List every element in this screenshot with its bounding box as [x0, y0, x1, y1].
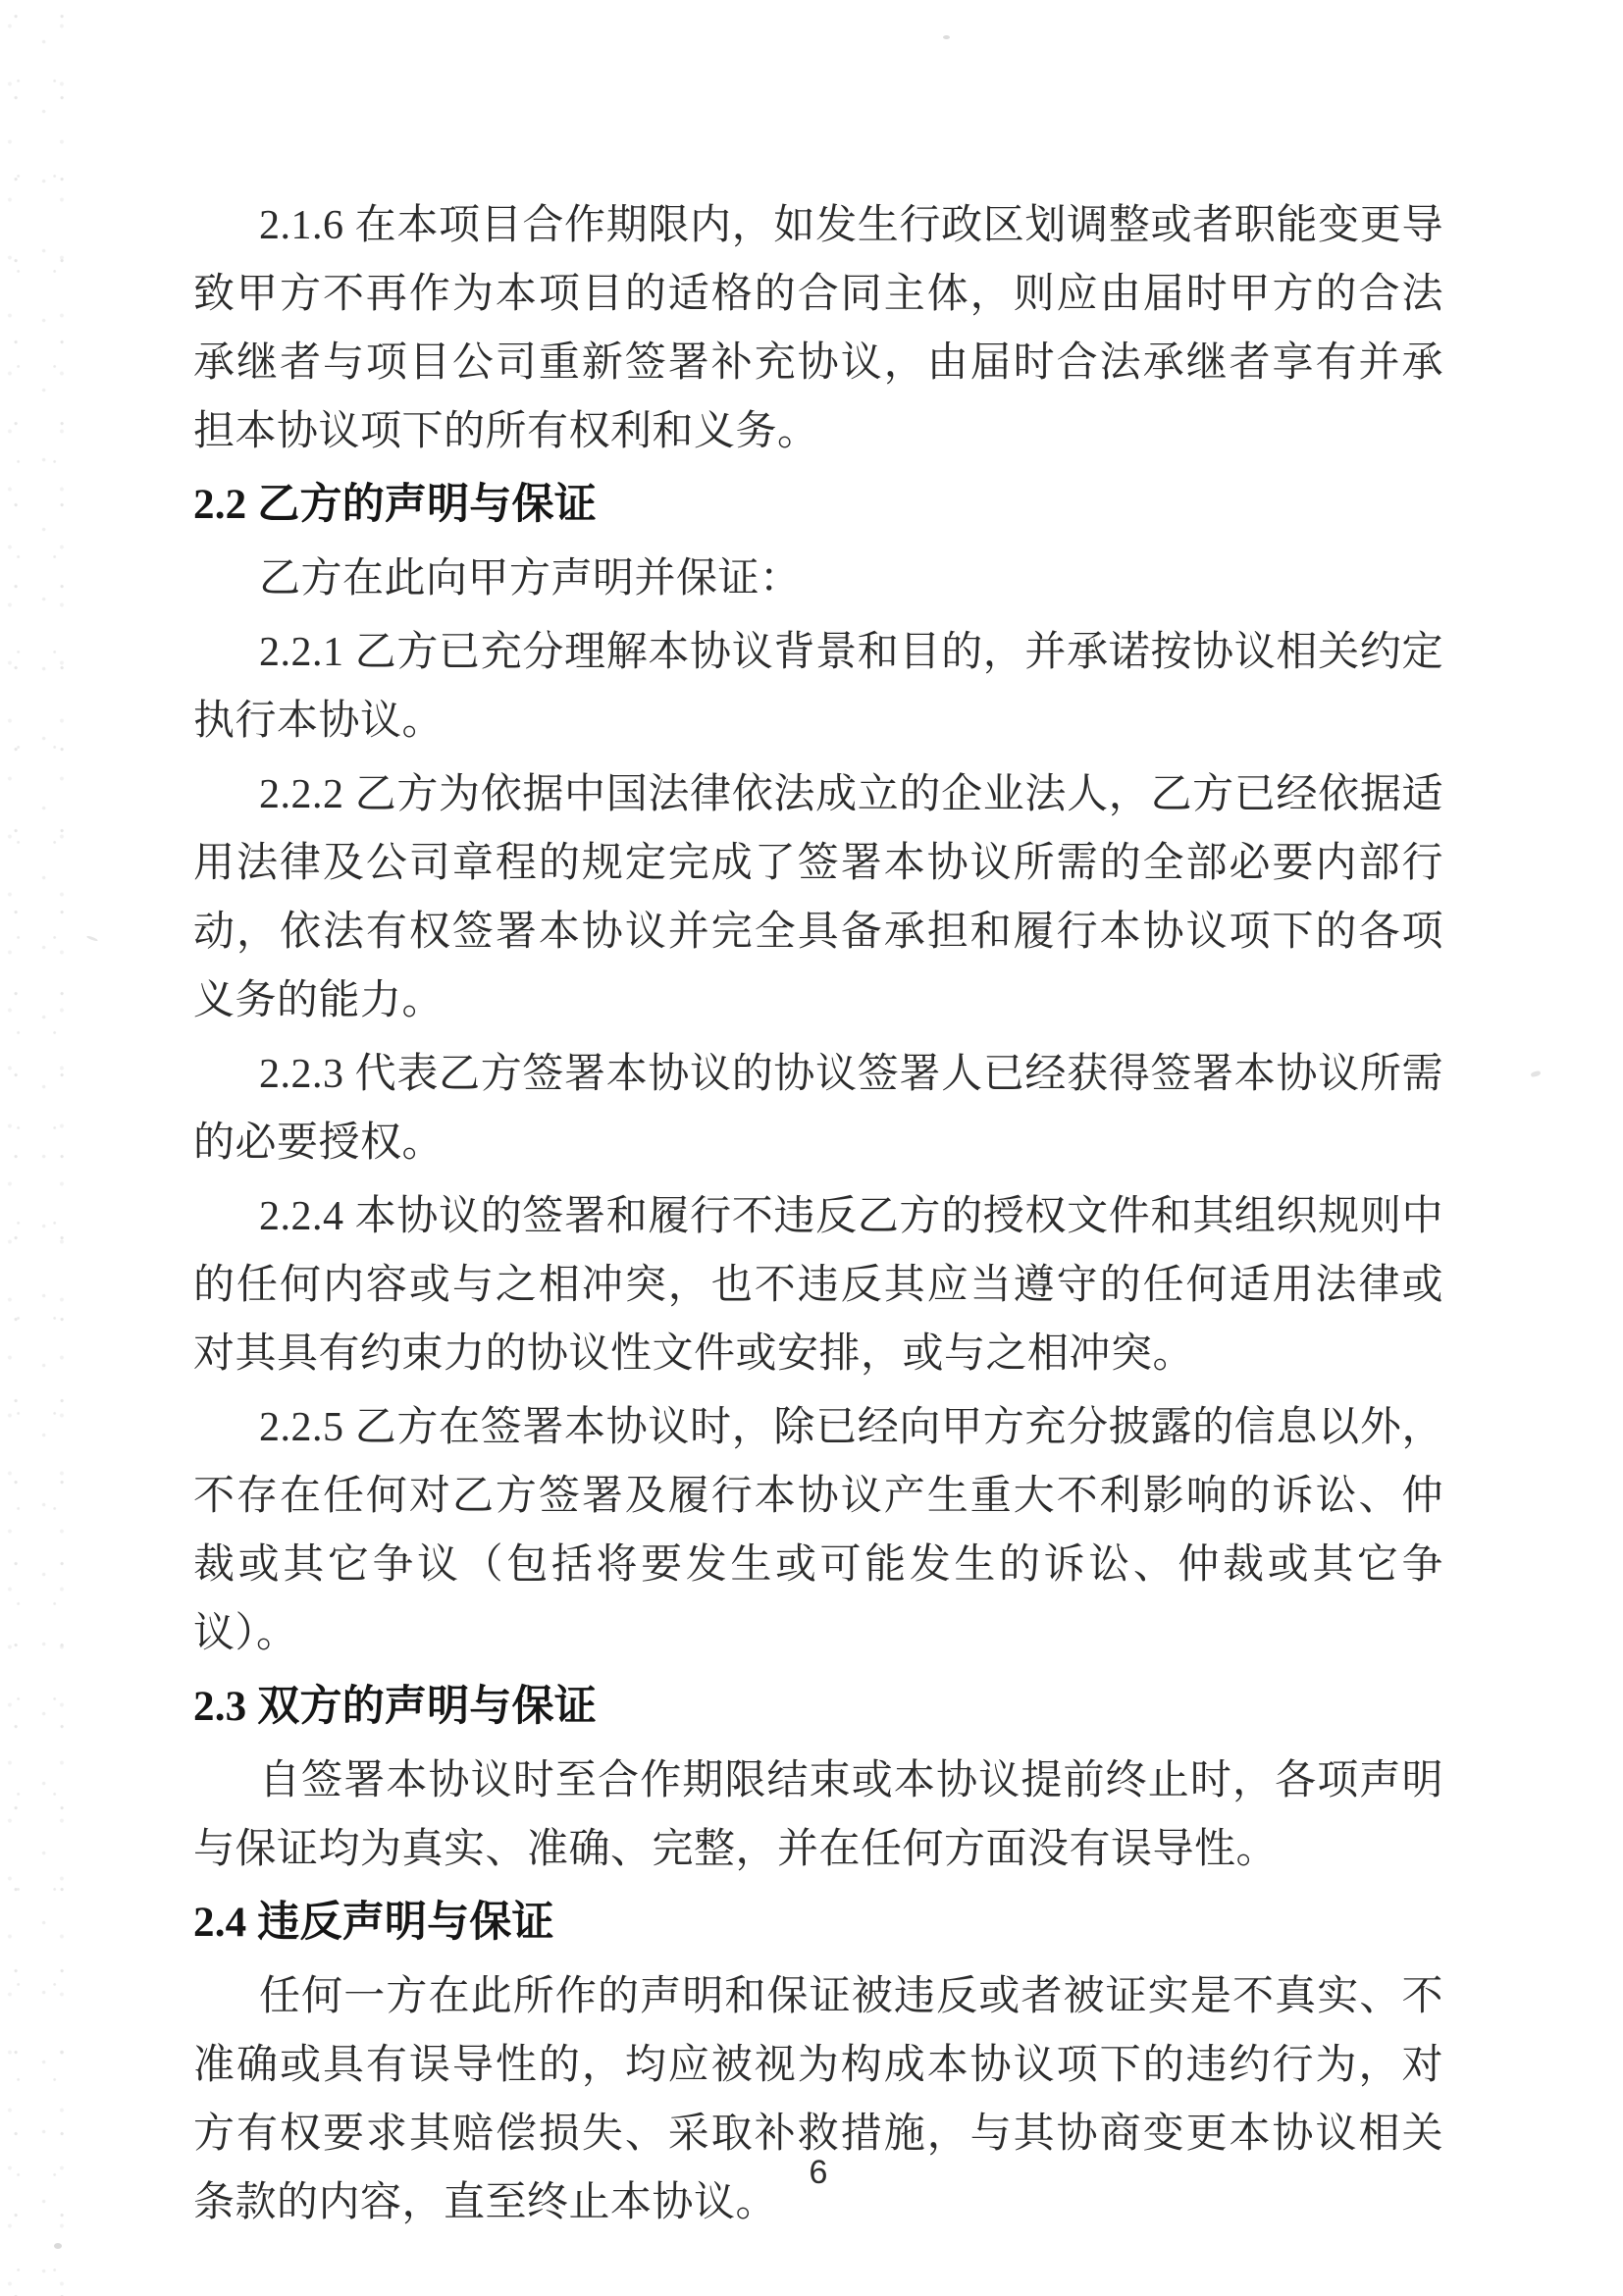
scan-artifact — [943, 35, 950, 39]
paragraph: 2.2.5 乙方在签署本协议时，除已经向甲方充分披露的信息以外，不存在任何对乙方签署及履行本协议产生重大不利影响的诉讼、仲裁或其它争议（包括将要发生或可能发生的诉讼、仲裁或其它争议）。 — [193, 1405, 1443, 1656]
document-body — [193, 191, 1443, 2242]
paragraph: 乙方在此向甲方声明并保证： — [259, 556, 802, 601]
paragraph: 2.2.3 代表乙方签署本协议的协议签署人已经获得签署本协议所需的必要授权。 — [193, 1052, 1443, 1166]
paragraph: 2.2.4 本协议的签署和履行不违反乙方的授权文件和其组织规则中的任何内容或与之相冲突，也不违反其应当遵守的任何适用法律或对其具有约束力的协议性文件或安排，或与之相冲突。 — [193, 1194, 1443, 1377]
scan-noise-band — [2, 0, 76, 2296]
section-heading: 2.2 乙方的声明与保证 — [193, 482, 597, 528]
paragraph: 2.2.1 乙方已充分理解本协议背景和目的，并承诺按协议相关约定执行本协议。 — [193, 630, 1443, 744]
paragraph: 2.2.2 乙方为依据中国法律依法成立的企业法人，乙方已经依据适用法律及公司章程的规定完成了签署本协议所需的全部必要内部行动，依法有权签署本协议并完全具备承担和履行本协议项下的各项义务的能力。 — [193, 772, 1443, 1023]
paragraph: 2.1.6 在本项目合作期限内，如发生行政区划调整或者职能变更导致甲方不再作为本项目的适格的合同主体，则应由届时甲方的合法承继者与项目公司重新签署补充协议，由届时合法承继者享有并承担本协议项下的所有权利和义务。 — [193, 203, 1443, 454]
page-number: 6 — [809, 2154, 828, 2191]
paragraph: 任何一方在此所作的声明和保证被违反或者被证实是不真实、不准确或具有误导性的，均应被视为构成本协议项下的违约行为，对方有权要求其赔偿损失、采取补救措施，与其协商变更本协议相关条款的内容，直至终止本协议。 — [193, 1974, 1443, 2225]
paragraph: 自签署本协议时至合作期限结束或本协议提前终止时，各项声明与保证均为真实、准确、完整，并在任何方面没有误导性。 — [193, 1758, 1443, 1872]
section-heading: 2.3 双方的声明与保证 — [193, 1684, 597, 1730]
scan-artifact — [54, 2243, 62, 2249]
scan-artifact — [86, 935, 98, 942]
scan-artifact — [1530, 1070, 1541, 1078]
section-heading: 2.4 违反声明与保证 — [193, 1900, 554, 1946]
